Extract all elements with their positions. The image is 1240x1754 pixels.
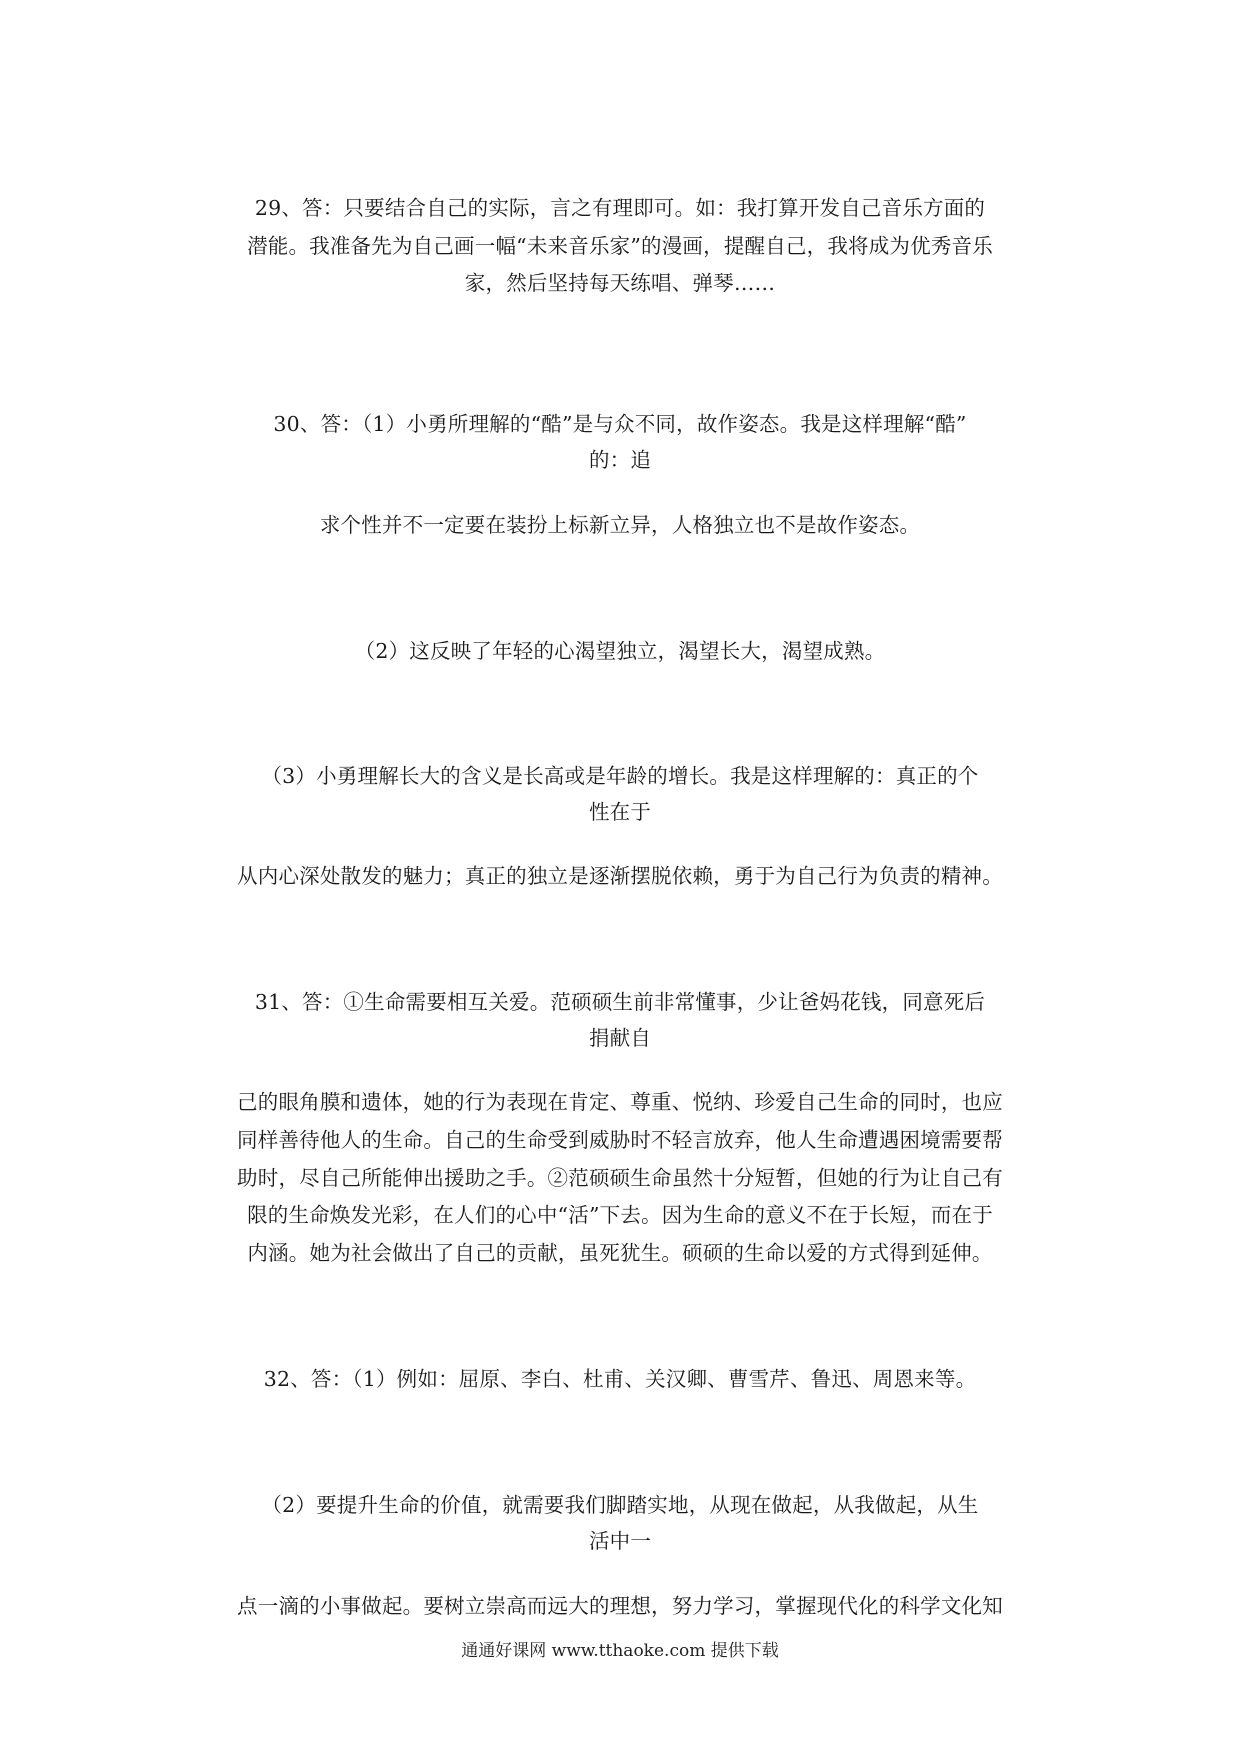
answer-29-line-1: 29、答：只要结合自己的实际，言之有理即可。如：我打算开发自己音乐方面的 (254, 196, 986, 220)
answer-31-line-3: 己的眼角膜和遗体，她的行为表现在肯定、尊重、悦纳、珍爱自己生命的同时，也应 (237, 1090, 1003, 1114)
answer-31-line-5: 助时，尽自己所能伸出援助之手。②范硕硕生命虽然十分短暂，但她的行为让自己有 (237, 1166, 1003, 1190)
answer-31-line-4: 同样善待他人的生命。自己的生命受到威胁时不轻言放弃，他人生命遭遇困境需要帮 (237, 1128, 1003, 1152)
answer-30-part-3-line-3: 从内心深处散发的魅力；真正的独立是逐渐摆脱依赖，勇于为自己行为负责的精神。 (237, 864, 1003, 888)
answer-29-line-3: 家，然后坚持每天练唱、弹琴…… (464, 271, 776, 295)
answer-32-part-1: 32、答：（1）例如：屈原、李白、杜甫、关汉卿、曹雪芹、鲁迅、周恩来等。 (263, 1367, 977, 1391)
page-footer: 通通好课网 www.tthaoke.com 提供下载 (461, 1641, 779, 1661)
answer-29-line-2: 潜能。我准备先为自己画一幅“未来音乐家”的漫画，提醒自己，我将成为优秀音乐 (247, 234, 993, 258)
answer-32-part-2-line-2: 活中一 (588, 1529, 652, 1553)
answer-30-line-2: 的：追 (588, 448, 652, 472)
answer-32-part-2-line-1: （2）要提升生命的价值，就需要我们脚踏实地，从现在做起，从我做起，从生 (261, 1493, 979, 1517)
answer-32-part-2-line-3: 点一滴的小事做起。要树立崇高而远大的理想，努力学习，掌握现代化的科学文化知 (237, 1594, 1003, 1618)
answer-31-line-2: 捐献自 (588, 1026, 652, 1050)
answer-31-line-6: 限的生命焕发光彩，在人们的心中“活”下去。因为生命的意义不在于长短，而在于 (247, 1203, 993, 1227)
answer-30-part-3-line-2: 性在于 (588, 800, 652, 824)
answer-30-part-2: （2）这反映了年轻的心渴望独立，渴望长大，渴望成熟。 (354, 639, 886, 663)
answer-31-line-1: 31、答：①生命需要相互关爱。范硕硕生前非常懂事，少让爸妈花钱，同意死后 (254, 990, 986, 1014)
answer-31-line-7: 内涵。她为社会做出了自己的贡献，虽死犹生。硕硕的生命以爱的方式得到延伸。 (247, 1241, 993, 1265)
answer-30-line-3: 求个性并不一定要在装扮上标新立异，人格独立也不是故作姿态。 (319, 513, 921, 537)
answer-30-part-3-line-1: （3）小勇理解长大的含义是长高或是年龄的增长。我是这样理解的：真正的个 (261, 764, 979, 788)
answer-30-line-1: 30、答：（1）小勇所理解的“酷”是与众不同，故作姿态。我是这样理解“酷” (273, 412, 967, 436)
